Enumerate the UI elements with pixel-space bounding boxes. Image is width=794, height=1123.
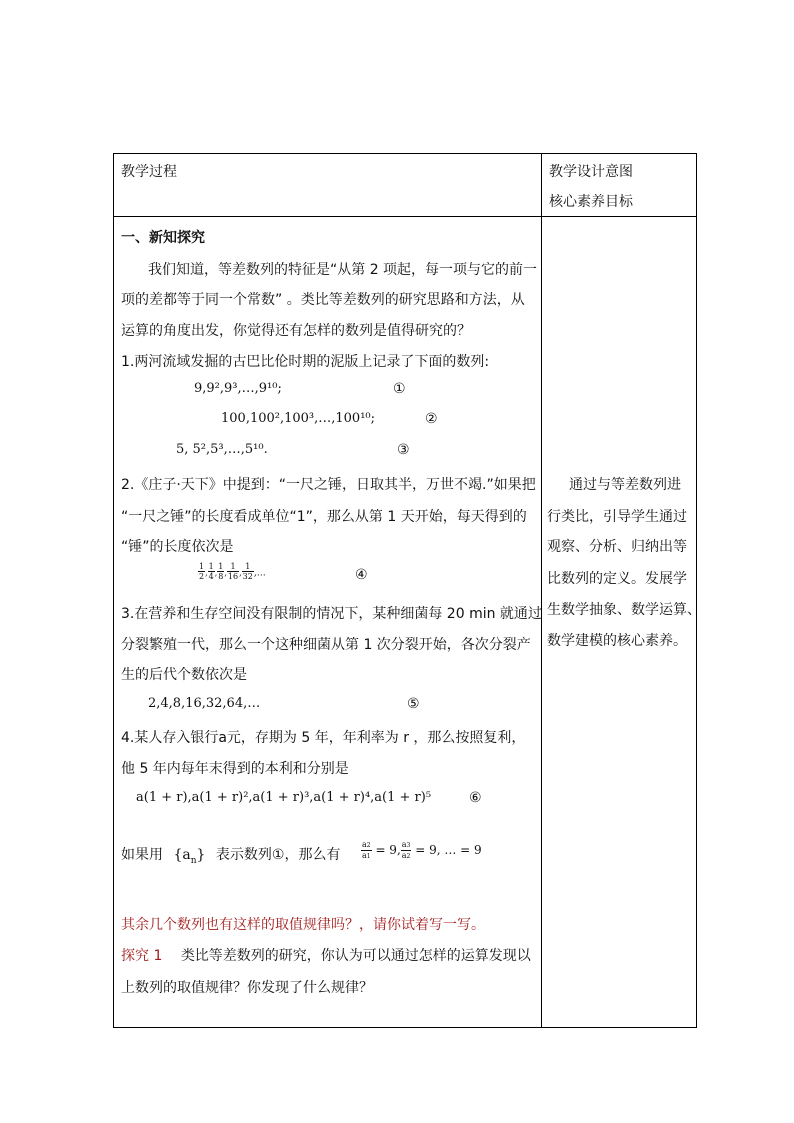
sequence-6: a(1 + r),a(1 + r)²,a(1 + r)³,a(1 + r)⁴,a(1 + r)⁵ [136,790,432,805]
fraction-half: $\frac{1}{2}$ [199,562,205,581]
explore-label: 探究 1 [121,948,163,964]
sequence-1-marker: ① [393,381,406,397]
sequence-4-marker: ④ [355,567,368,583]
sequence-1: 9,9²,9³,…,9¹⁰; [194,381,282,396]
sequence-notation: $\{a_n\}$ [173,847,206,866]
intent-line-6: 数学建模的核心素养。 [547,633,687,649]
column-divider [541,154,542,1027]
fraction-sixteenth: $\frac{1}{16}$ [227,562,239,581]
table-header-row [114,154,696,217]
intent-line-2: 行类比，引导学生通过 [547,509,687,525]
item4-line-2: 他 5 年内每年末得到的本利和分别是 [121,761,349,777]
sequence-3-marker: ③ [397,442,410,458]
header-teaching-process: 教学过程 [121,164,177,180]
sequence-4-tail: ,… [253,568,266,579]
item3-line-2: 分裂繁殖一代，那么一个这种细菌从第 1 次分裂开始，各次分裂产 [121,637,531,653]
intro-line-1: 我们知道，等差数列的特征是“从第 2 项起，每一项与它的前一 [148,262,538,278]
header-design-intent: 教学设计意图 [549,164,633,180]
intro-line-2: 项的差都等于同一个常数” 。类比等差数列的研究思路和方法，从 [121,292,525,308]
item2-line-1: 2.《庄子·天下》中提到：“一尺之锤，日取其半，万世不竭.”如果把 [121,477,536,493]
section-title: 一、新知探究 [121,230,205,246]
item2-line-2: “一尺之锤”的长度看成单位“1”，那么从第 1 天开始，每天得到的 [121,509,527,525]
sequence-4: $\frac{1}{2}$ , $\frac{1}{4}$ , $\frac{1}{8}$ , $\frac{1}{16}$ , $\frac{1}{32}$ ,… [199,562,266,581]
fraction-quarter: $\frac{1}{4}$ [208,562,214,581]
explore-line-1: 探究 1 类比等差数列的研究，你认为可以通过怎样的运算发现以 [121,948,531,964]
item1-text: 1.两河流域发掘的古巴比伦时期的泥版上记录了下面的数列: [121,354,490,370]
intent-line-1: 通过与等差数列进 [569,477,681,493]
fraction-eighth: $\frac{1}{8}$ [218,562,224,581]
intro-line-3: 运算的角度出发，你觉得还有怎样的数列是值得研究的？ [121,323,471,339]
sequence-6-marker: ⑥ [469,790,482,806]
question-text: 其余几个数列也有这样的取值规律吗？，请你试着写一写。 [121,917,485,933]
item3-line-1: 3.在营养和生存空间没有限制的情况下，某种细菌每 20 min 就通过 [121,606,542,622]
intent-line-3: 观察、分析、归纳出等 [547,539,687,555]
lesson-table [113,153,701,1028]
sequence-5-marker: ⑤ [407,696,420,712]
explore-line-2: 上数列的取值规律？你发现了什么规律？ [121,980,373,996]
sequence-2: 100,100²,100³,…,100¹⁰; [221,411,376,426]
fraction-thirtysecond: $\frac{1}{32}$ [242,562,253,581]
item3-line-3: 生的后代个数依次是 [121,667,247,683]
sequence-2-marker: ② [425,411,438,427]
header-core-literacy: 核心素养目标 [549,194,633,210]
intent-line-4: 比数列的定义。发展学 [547,571,687,587]
ratio-formula: $\frac{a2}{a1}$ = 9, $\frac{a3}{a2}$ = 9, … = 9 [362,840,482,860]
sequence-3: 5, 5²,5³,…,5¹⁰. [176,442,268,457]
if-text-2: 表示数列①，那么有 [215,847,341,863]
item2-line-3: “锤”的长度依次是 [121,539,234,555]
intent-line-5: 生数学抽象、数学运算、 [547,602,701,618]
item4-line-1: 4.某人存入银行a元，存期为 5 年，年利率为 r ，那么按照复利， [121,730,526,746]
sequence-5: 2,4,8,16,32,64,… [148,696,261,711]
if-statement [121,844,340,866]
if-text-1: 如果用 [121,847,163,863]
